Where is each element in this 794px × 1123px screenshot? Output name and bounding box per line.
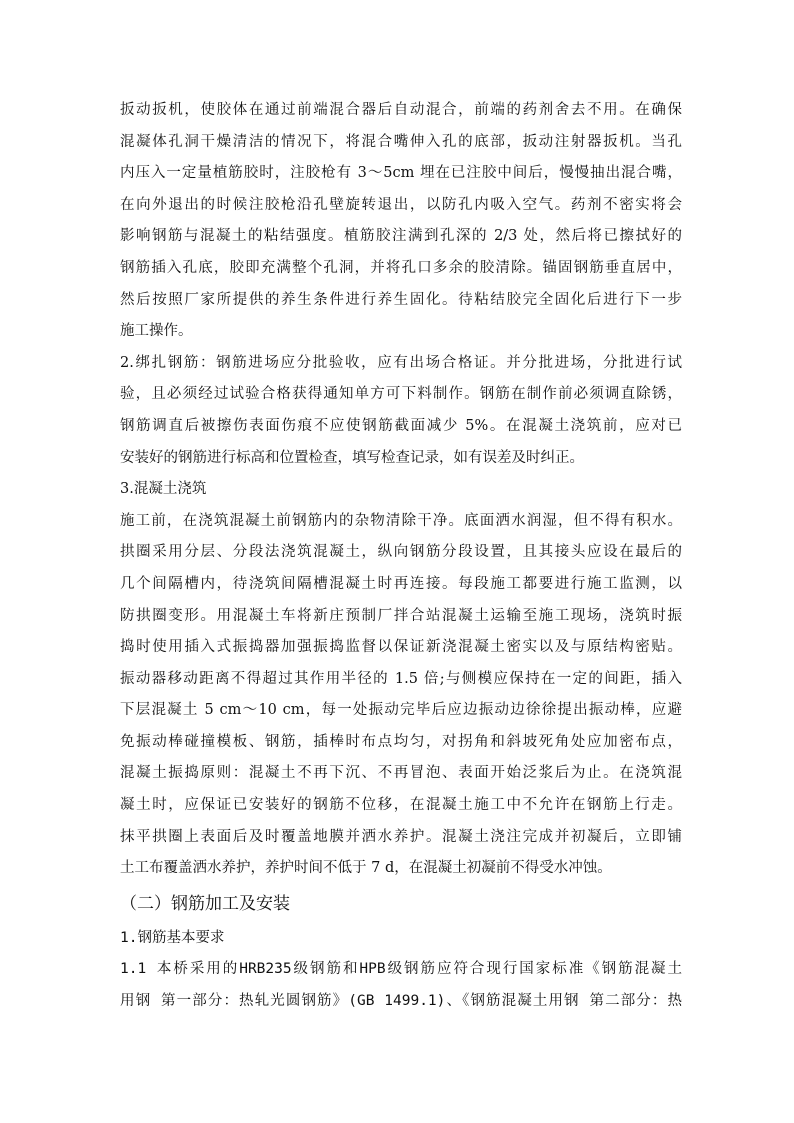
text-line: 振动器移动距离不得超过其作用半径的 1.5 倍;与侧模应保持在一定的间距，插入 <box>120 670 682 687</box>
text-line: 2.绑扎钢筋：钢筋进场应分批验收，应有出场合格证。并分批进场，分批进行试 <box>120 354 682 371</box>
text-line: 扳动扳机，使胶体在通过前端混合器后自动混合，前端的药剂舍去不用。在确保 <box>120 102 682 118</box>
text-line: 1.1 本桥采用的HRB235级钢筋和HPB级钢筋应符合现行国家标准《钢筋混凝土 <box>120 961 682 978</box>
text-line: 免振动棒碰撞模板、钢筋，插棒时布点均匀，对拐角和斜坡死角处应加密布点， <box>120 733 682 750</box>
text-line: 然后按照厂家所提供的养生条件进行养生固化。待粘结胶完全固化后进行下一步 <box>120 291 682 308</box>
text-line: 施工操作。 <box>120 323 193 340</box>
document-body <box>120 95 682 1018</box>
text-line: 影响钢筋与混凝土的粘结强度。植筋胶注满到孔深的 2/3 处，然后将已擦拭好的 <box>120 228 682 245</box>
text-line: 几个间隔槽内，待浇筑间隔槽混凝土时再连接。每段施工都要进行施工监测，以 <box>120 575 682 592</box>
text-line: 内压入一定量植筋胶时，注胶枪有 3～5cm 埋在已注胶中间后，慢慢抽出混合嘴， <box>120 165 682 182</box>
text-line: 施工前，在浇筑混凝土前钢筋内的杂物清除干净。底面洒水润湿，但不得有积水。 <box>120 512 682 529</box>
text-line: 捣时使用插入式振捣器加强振捣监督以保证新浇混凝土密实以及与原结构密贴。 <box>120 639 682 656</box>
paragraph-rebar-binding <box>120 348 682 474</box>
text-line: 防拱圈变形。用混凝土车将新庄预制厂拌合站混凝土运输至施工现场，浇筑时振 <box>120 607 682 624</box>
paragraph-plant-bar-grouting <box>120 95 682 348</box>
paragraph-rebar-standards <box>120 954 682 1017</box>
text-line: 用钢 第一部分：热轧光圆钢筋》(GB 1499.1)、《钢筋混凝土用钢 第二部分：热 <box>120 993 682 1010</box>
text-line: 钢筋插入孔底，胶即充满整个孔洞，并将孔口多余的胶清除。锚固钢筋垂直居中， <box>120 259 682 276</box>
text-line: 土工布覆盖洒水养护，养护时间不低于 7 d，在混凝土初凝前不得受水冲蚀。 <box>120 860 612 877</box>
paragraph-concrete-pouring <box>120 506 682 885</box>
text-line: 验，且必须经过试验合格获得通知单方可下料制作。钢筋在制作前必须调直除锈， <box>120 386 682 403</box>
text-line: 安装好的钢筋进行标高和位置检查，填写检查记录，如有误差及时纠正。 <box>120 449 584 466</box>
section-heading-rebar-processing: （二）钢筋加工及安装 <box>120 893 290 914</box>
text-line: 混凝体孔洞干燥清洁的情况下，将混合嘴伸入孔的底部，扳动注射器扳机。当孔 <box>120 133 682 150</box>
text-line: 抹平拱圈上表面后及时覆盖地膜并洒水养护。混凝土浇注完成并初凝后，立即铺 <box>120 828 682 845</box>
text-line: 凝土时，应保证已安装好的钢筋不位移，在混凝土施工中不允许在钢筋上行走。 <box>120 797 682 814</box>
subheading-rebar-requirements: 1.钢筋基本要求 <box>120 929 225 946</box>
text-line: 在向外退出的时候注胶枪沿孔壁旋转退出，以防孔内吸入空气。药剂不密实将会 <box>120 196 682 213</box>
text-line: 拱圈采用分层、分段法浇筑混凝土，纵向钢筋分段设置，且其接头应设在最后的 <box>120 544 682 561</box>
text-line: 混凝土振捣原则：混凝土不再下沉、不再冒泡、表面开始泛浆后为止。在浇筑混 <box>120 765 682 782</box>
text-line: 下层混凝土 5 cm～10 cm，每一处振动完毕后应边振动边徐徐提出振动棒，应避 <box>120 702 682 719</box>
text-line: 钢筋调直后被擦伤表面伤痕不应使钢筋截面减少 5%。在混凝土浇筑前，应对已 <box>120 417 682 434</box>
subheading-concrete-pouring: 3.混凝土浇筑 <box>120 481 207 498</box>
